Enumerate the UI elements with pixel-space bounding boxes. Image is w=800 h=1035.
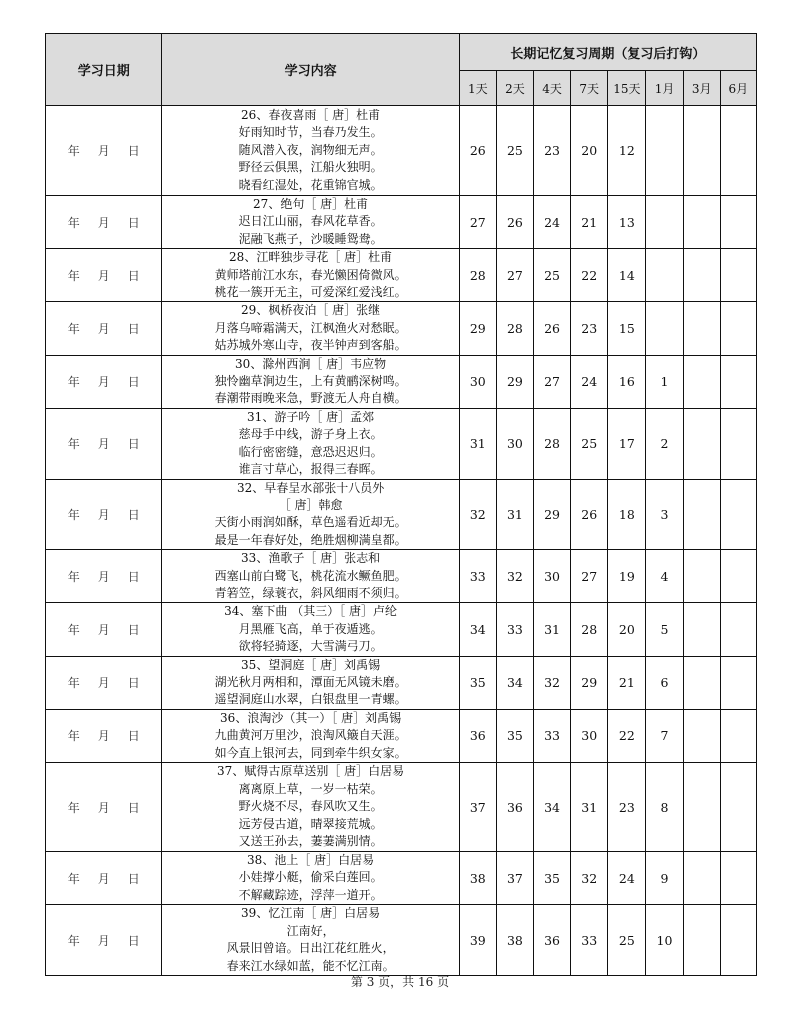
poem-line: 不解藏踪迹，浮萍一道开。 [238, 887, 383, 902]
poem-line: 谁言寸草心，报得三春晖。 [238, 462, 383, 477]
study-content-cell [162, 196, 459, 249]
review-checkbox-cell[interactable]: 25 [496, 106, 533, 196]
table-row [46, 905, 757, 976]
review-checkbox-cell[interactable]: 28 [459, 249, 496, 302]
review-checkbox-cell[interactable]: 1 [646, 355, 683, 408]
review-checkbox-cell[interactable]: 30 [459, 355, 496, 408]
review-checkbox-cell[interactable]: 34 [534, 763, 571, 852]
date-year-label: 年 [67, 933, 80, 948]
date-day-label: 日 [127, 507, 140, 522]
study-date-cell[interactable] [46, 249, 162, 302]
study-date-cell[interactable] [46, 106, 162, 196]
poem-title: 26、春夜喜雨［ 唐］杜甫 [241, 107, 381, 122]
review-checkbox-cell[interactable]: 30 [496, 408, 533, 479]
date-day-label: 日 [127, 375, 140, 390]
review-checkbox-cell[interactable] [683, 479, 720, 550]
interval-header: 1天 [459, 71, 496, 106]
date-year-label: 年 [67, 215, 80, 230]
review-cycle-header: 长期记忆复习周期（复习后打钩） [459, 34, 756, 71]
poem-line: 月黑雁飞高，单于夜遁逃。 [238, 621, 383, 636]
review-checkbox-cell[interactable] [646, 249, 683, 302]
study-date-cell[interactable] [46, 408, 162, 479]
date-month-label: 月 [97, 569, 110, 584]
poem-title: 32、早春呈水部张十八员外 [236, 480, 385, 495]
date-year-label: 年 [67, 437, 80, 452]
page-number: 第 3 页，共 16 页 [350, 975, 450, 989]
table-row [46, 603, 757, 656]
poem-title: 30、滁州西涧［ 唐］韦应物 [235, 356, 387, 371]
review-checkbox-cell[interactable]: 36 [496, 763, 533, 852]
study-content-cell [162, 106, 459, 196]
table-row [46, 249, 757, 302]
review-checkbox-cell[interactable]: 25 [608, 905, 646, 976]
date-year-label: 年 [67, 268, 80, 283]
poem-title: 39、忆江南［ 唐］白居易 [241, 906, 381, 921]
review-checkbox-cell[interactable]: 10 [646, 905, 683, 976]
poem-line: 江南好， [286, 923, 335, 938]
review-checkbox-cell[interactable] [683, 106, 720, 196]
review-checkbox-cell[interactable]: 20 [608, 603, 646, 656]
review-checkbox-cell[interactable]: 27 [534, 355, 571, 408]
review-checkbox-cell[interactable]: 29 [496, 355, 533, 408]
poem-line: 桃花一簇开无主，可爱深红爱浅红。 [214, 285, 407, 300]
review-checkbox-cell[interactable]: 23 [571, 302, 608, 355]
review-checkbox-cell[interactable] [683, 302, 720, 355]
review-checkbox-cell[interactable]: 12 [608, 106, 646, 196]
date-day-label: 日 [127, 268, 140, 283]
review-checkbox-cell[interactable]: 28 [496, 302, 533, 355]
study-content-cell [162, 852, 459, 905]
poem-line: 春潮带雨晚来急，野渡无人舟自横。 [214, 391, 407, 406]
review-checkbox-cell[interactable]: 28 [534, 408, 571, 479]
review-checkbox-cell[interactable]: 37 [459, 763, 496, 852]
poem-line: 九曲黄河万里沙，浪淘风簸自天涯。 [214, 728, 407, 743]
study-content-cell [162, 408, 459, 479]
review-checkbox-cell[interactable]: 14 [608, 249, 646, 302]
review-checkbox-cell[interactable]: 22 [608, 709, 646, 762]
date-day-label: 日 [127, 622, 140, 637]
review-checkbox-cell[interactable]: 7 [646, 709, 683, 762]
poem-line: 临行密密缝，意恐迟迟归。 [238, 444, 383, 459]
review-checkbox-cell[interactable]: 9 [646, 852, 683, 905]
poem-line: 迟日江山丽，春风花草香。 [238, 214, 383, 229]
date-month-label: 月 [97, 622, 110, 637]
review-checkbox-cell[interactable]: 32 [459, 479, 496, 550]
review-checkbox-cell[interactable]: 25 [571, 408, 608, 479]
review-checkbox-cell[interactable] [720, 763, 756, 852]
poem-line: 泥融飞燕子，沙暖睡鸳鸯。 [238, 231, 383, 246]
date-column-header: 学习日期 [46, 34, 162, 106]
date-month-label: 月 [97, 871, 110, 886]
review-checkbox-cell[interactable]: 31 [571, 763, 608, 852]
review-checkbox-cell[interactable] [683, 852, 720, 905]
review-checkbox-cell[interactable] [683, 550, 720, 603]
date-day-label: 日 [127, 800, 140, 815]
table-row [46, 302, 757, 355]
review-checkbox-cell[interactable]: 26 [459, 106, 496, 196]
review-checkbox-cell[interactable]: 31 [459, 408, 496, 479]
review-checkbox-cell[interactable]: 24 [571, 355, 608, 408]
study-date-cell[interactable] [46, 709, 162, 762]
review-checkbox-cell[interactable]: 17 [608, 408, 646, 479]
poem-title: 29、枫桥夜泊［ 唐］张继 [241, 303, 381, 318]
poem-title: 38、池上［ 唐］白居易 [247, 853, 375, 867]
study-date-cell[interactable] [46, 656, 162, 709]
review-checkbox-cell[interactable]: 33 [459, 550, 496, 603]
poem-line: 野火烧不尽，春风吹又生。 [238, 799, 383, 814]
review-checkbox-cell[interactable]: 16 [608, 355, 646, 408]
review-checkbox-cell[interactable] [683, 196, 720, 249]
review-checkbox-cell[interactable]: 38 [496, 905, 533, 976]
poem-line: 黄师塔前江水东，春光懒困倚微风。 [214, 267, 407, 282]
content-column-header: 学习内容 [162, 34, 459, 106]
poem-line: 天街小雨润如酥，草色遥看近却无。 [214, 515, 407, 530]
study-date-cell[interactable] [46, 355, 162, 408]
review-checkbox-cell[interactable]: 32 [571, 852, 608, 905]
review-checkbox-cell[interactable]: 27 [496, 249, 533, 302]
review-checkbox-cell[interactable]: 33 [571, 905, 608, 976]
review-checkbox-cell[interactable]: 8 [646, 763, 683, 852]
review-checkbox-cell[interactable] [720, 106, 756, 196]
table-row [46, 479, 757, 550]
review-checkbox-cell[interactable]: 35 [496, 709, 533, 762]
study-date-cell[interactable] [46, 852, 162, 905]
table-row [46, 550, 757, 603]
poem-line: 小娃撑小艇，偷采白莲回。 [238, 870, 383, 885]
poem-line: 欲将轻骑逐，大雪满弓刀。 [238, 639, 383, 654]
interval-header: 3月 [683, 71, 720, 106]
review-checkbox-cell[interactable]: 36 [459, 709, 496, 762]
study-content-cell [162, 905, 459, 976]
date-year-label: 年 [67, 676, 80, 691]
review-checkbox-cell[interactable] [720, 196, 756, 249]
poem-title: 28、江畔独步寻花［ 唐］杜甫 [229, 250, 393, 265]
study-date-cell[interactable] [46, 550, 162, 603]
review-checkbox-cell[interactable]: 30 [571, 709, 608, 762]
review-checkbox-cell[interactable]: 30 [534, 550, 571, 603]
study-date-cell[interactable] [46, 479, 162, 550]
poem-title: 34、塞下曲 （其三）［ 唐］卢纶 [224, 604, 398, 619]
table-row [46, 763, 757, 852]
date-year-label: 年 [67, 507, 80, 522]
interval-header: 6月 [720, 71, 756, 106]
poem-line: 青箬笠，绿蓑衣，斜风细雨不须归。 [214, 585, 407, 600]
review-checkbox-cell[interactable]: 33 [534, 709, 571, 762]
review-checkbox-cell[interactable]: 28 [571, 603, 608, 656]
table-row [46, 852, 757, 905]
date-day-label: 日 [127, 871, 140, 886]
poem-title: 33、渔歌子［ 唐］张志和 [241, 551, 381, 566]
study-date-cell[interactable] [46, 302, 162, 355]
review-checkbox-cell[interactable] [683, 249, 720, 302]
date-month-label: 月 [97, 144, 110, 158]
date-month-label: 月 [97, 322, 110, 337]
review-checkbox-cell[interactable] [720, 479, 756, 550]
interval-header: 2天 [496, 71, 533, 106]
table-row [46, 656, 757, 709]
study-content-cell [162, 355, 459, 408]
review-checkbox-cell[interactable]: 37 [496, 852, 533, 905]
poem-title: 35、望洞庭［ 唐］刘禹锡 [241, 657, 381, 672]
poem-line: 慈母手中线，游子身上衣。 [238, 427, 383, 442]
review-checkbox-cell[interactable] [683, 763, 720, 852]
review-checkbox-cell[interactable]: 21 [571, 196, 608, 249]
date-day-label: 日 [127, 729, 140, 744]
poem-line: 好雨知时节，当春乃发生。 [238, 125, 383, 140]
review-checkbox-cell[interactable]: 33 [496, 603, 533, 656]
review-checkbox-cell[interactable]: 26 [534, 302, 571, 355]
review-checkbox-cell[interactable] [683, 709, 720, 762]
table-row [46, 106, 757, 196]
date-year-label: 年 [67, 144, 80, 158]
date-month-label: 月 [97, 507, 110, 522]
review-checkbox-cell[interactable]: 24 [534, 196, 571, 249]
review-checkbox-cell[interactable] [720, 852, 756, 905]
study-content-cell [162, 302, 459, 355]
review-checkbox-cell[interactable] [683, 355, 720, 408]
date-month-label: 月 [97, 215, 110, 230]
date-day-label: 日 [127, 569, 140, 584]
review-checkbox-cell[interactable]: 23 [534, 106, 571, 196]
review-checkbox-cell[interactable]: 13 [608, 196, 646, 249]
poem-line: 最是一年春好处，绝胜烟柳满皇都。 [214, 532, 407, 547]
poem-line: 姑苏城外寒山寺，夜半钟声到客船。 [214, 338, 407, 353]
study-content-cell [162, 603, 459, 656]
study-content-cell [162, 550, 459, 603]
review-checkbox-cell[interactable]: 29 [534, 479, 571, 550]
date-month-label: 月 [97, 676, 110, 691]
review-checkbox-cell[interactable]: 32 [534, 656, 571, 709]
date-day-label: 日 [127, 215, 140, 230]
date-year-label: 年 [67, 322, 80, 337]
review-checkbox-cell[interactable]: 4 [646, 550, 683, 603]
review-checkbox-cell[interactable]: 21 [608, 656, 646, 709]
review-schedule-table [45, 33, 757, 976]
study-content-cell [162, 656, 459, 709]
review-checkbox-cell[interactable] [720, 550, 756, 603]
review-checkbox-cell[interactable]: 35 [534, 852, 571, 905]
poem-line: 远芳侵古道，晴翠接荒城。 [238, 816, 383, 831]
review-checkbox-cell[interactable] [646, 106, 683, 196]
poem-title: 27、绝句［ 唐］杜甫 [253, 197, 369, 211]
review-checkbox-cell[interactable]: 31 [534, 603, 571, 656]
review-checkbox-cell[interactable] [720, 603, 756, 656]
review-checkbox-cell[interactable]: 5 [646, 603, 683, 656]
date-day-label: 日 [127, 437, 140, 452]
review-checkbox-cell[interactable] [720, 249, 756, 302]
poem-line: 晓看红湿处，花重锦官城。 [238, 177, 383, 192]
poem-line: 春来江水绿如蓝，能不忆江南。 [226, 958, 395, 973]
poem-line: 离离原上草，一岁一枯荣。 [238, 781, 383, 796]
study-date-cell[interactable] [46, 763, 162, 852]
date-day-label: 日 [127, 676, 140, 691]
table-row [46, 408, 757, 479]
review-checkbox-cell[interactable]: 39 [459, 905, 496, 976]
poem-line: 月落乌啼霜满天，江枫渔火对愁眠。 [214, 320, 407, 335]
review-checkbox-cell[interactable]: 23 [608, 763, 646, 852]
review-checkbox-cell[interactable]: 38 [459, 852, 496, 905]
study-content-cell [162, 479, 459, 550]
review-checkbox-cell[interactable]: 25 [534, 249, 571, 302]
date-year-label: 年 [67, 871, 80, 886]
review-checkbox-cell[interactable]: 29 [459, 302, 496, 355]
poem-line: 风景旧曾谙。日出江花红胜火， [226, 941, 395, 956]
poem-line: 湖光秋月两相和，潭面无风镜未磨。 [214, 674, 407, 689]
review-checkbox-cell[interactable]: 24 [608, 852, 646, 905]
review-checkbox-cell[interactable]: 26 [571, 479, 608, 550]
review-checkbox-cell[interactable]: 22 [571, 249, 608, 302]
poem-line: 又送王孙去，萋萋满别情。 [238, 834, 383, 849]
table-row [46, 196, 757, 249]
review-checkbox-cell[interactable] [683, 656, 720, 709]
poem-line: 独怜幽草涧边生，上有黄鹂深树鸣。 [214, 374, 407, 389]
review-checkbox-cell[interactable]: 35 [459, 656, 496, 709]
study-content-cell [162, 763, 459, 852]
poem-line: ［ 唐］韩愈 [278, 497, 343, 512]
study-date-cell[interactable] [46, 905, 162, 976]
review-checkbox-cell[interactable] [646, 302, 683, 355]
review-checkbox-cell[interactable]: 27 [459, 196, 496, 249]
date-month-label: 月 [97, 268, 110, 283]
poem-title: 37、赋得古原草送别［ 唐］白居易 [217, 764, 405, 779]
poem-line: 遥望洞庭山水翠，白银盘里一青螺。 [214, 692, 407, 707]
review-checkbox-cell[interactable]: 6 [646, 656, 683, 709]
review-checkbox-cell[interactable]: 36 [534, 905, 571, 976]
date-day-label: 日 [127, 933, 140, 948]
table-row [46, 355, 757, 408]
poem-title: 36、浪淘沙（其一）［ 唐］刘禹锡 [220, 710, 402, 725]
review-checkbox-cell[interactable]: 20 [571, 106, 608, 196]
date-month-label: 月 [97, 437, 110, 452]
interval-header: 1月 [646, 71, 683, 106]
date-year-label: 年 [67, 729, 80, 744]
date-month-label: 月 [97, 933, 110, 948]
poem-line: 如今直上银河去，同到牵牛织女家。 [214, 745, 407, 760]
poem-line: 随风潜入夜，润物细无声。 [238, 142, 383, 157]
study-content-cell [162, 249, 459, 302]
date-year-label: 年 [67, 569, 80, 584]
review-checkbox-cell[interactable]: 15 [608, 302, 646, 355]
review-checkbox-cell[interactable] [720, 408, 756, 479]
review-checkbox-cell[interactable] [720, 709, 756, 762]
study-date-cell[interactable] [46, 603, 162, 656]
review-checkbox-cell[interactable] [683, 905, 720, 976]
review-checkbox-cell[interactable]: 34 [459, 603, 496, 656]
review-checkbox-cell[interactable] [683, 408, 720, 479]
review-checkbox-cell[interactable]: 19 [608, 550, 646, 603]
poem-title: 31、游子吟［ 唐］孟郊 [247, 409, 375, 424]
review-checkbox-cell[interactable]: 3 [646, 479, 683, 550]
review-checkbox-cell[interactable] [720, 656, 756, 709]
review-checkbox-cell[interactable] [720, 302, 756, 355]
review-checkbox-cell[interactable]: 32 [496, 550, 533, 603]
date-year-label: 年 [67, 622, 80, 637]
study-date-cell[interactable] [46, 196, 162, 249]
date-month-label: 月 [97, 800, 110, 815]
review-checkbox-cell[interactable]: 27 [571, 550, 608, 603]
date-month-label: 月 [97, 729, 110, 744]
interval-header: 7天 [571, 71, 608, 106]
review-checkbox-cell[interactable] [720, 355, 756, 408]
review-checkbox-cell[interactable]: 2 [646, 408, 683, 479]
review-checkbox-cell[interactable]: 34 [496, 656, 533, 709]
date-year-label: 年 [67, 375, 80, 390]
date-day-label: 日 [127, 144, 140, 158]
table-row [46, 709, 757, 762]
date-year-label: 年 [67, 800, 80, 815]
interval-header: 15天 [608, 71, 646, 106]
review-checkbox-cell[interactable]: 29 [571, 656, 608, 709]
poem-line: 西塞山前白鹭飞，桃花流水鳜鱼肥。 [214, 568, 407, 583]
review-checkbox-cell[interactable] [683, 603, 720, 656]
study-content-cell [162, 709, 459, 762]
date-day-label: 日 [127, 322, 140, 337]
review-checkbox-cell[interactable]: 18 [608, 479, 646, 550]
poem-line: 野径云俱黑，江船火独明。 [238, 160, 383, 175]
date-month-label: 月 [97, 375, 110, 390]
review-checkbox-cell[interactable]: 26 [496, 196, 533, 249]
review-checkbox-cell[interactable] [646, 196, 683, 249]
review-checkbox-cell[interactable]: 31 [496, 479, 533, 550]
interval-header: 4天 [534, 71, 571, 106]
review-checkbox-cell[interactable] [720, 905, 756, 976]
